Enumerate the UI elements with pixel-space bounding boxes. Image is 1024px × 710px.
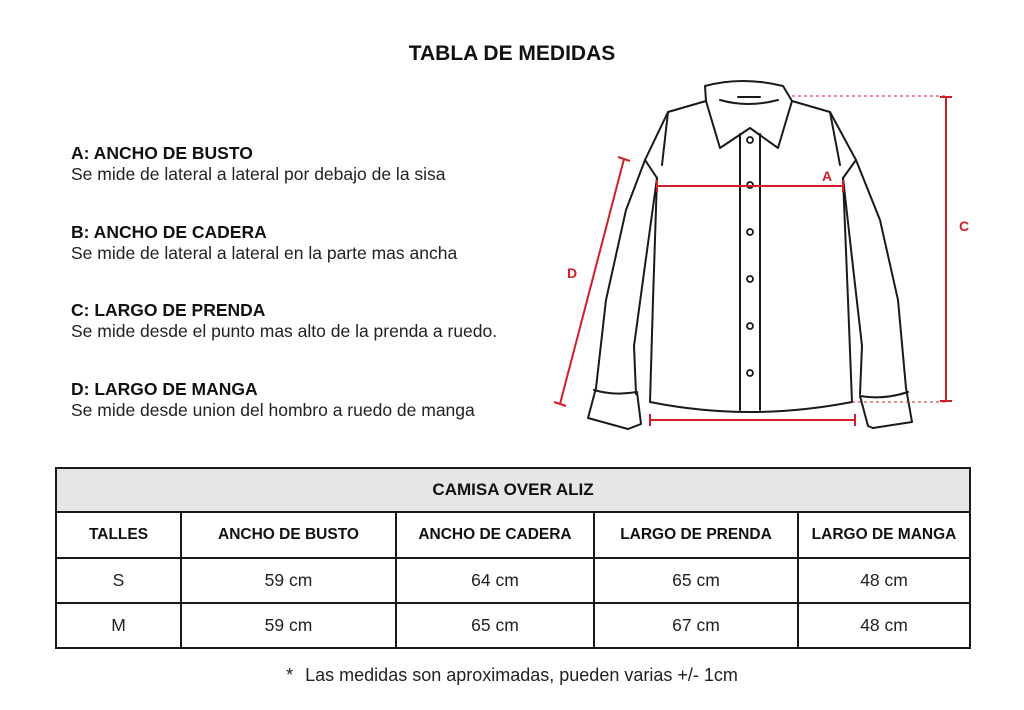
- table-caption-row: [56, 468, 970, 512]
- shirt-diagram: [548, 70, 988, 440]
- column-header: LARGO DE MANGA: [798, 512, 970, 558]
- footnote-text: Las medidas son aproximadas, pueden varias +/- 1cm: [305, 665, 738, 685]
- table-cell: 64 cm: [396, 558, 594, 603]
- definition-a: [71, 143, 446, 185]
- column-header: ANCHO DE CADERA: [396, 512, 594, 558]
- definition-heading: A: ANCHO DE BUSTO: [71, 143, 253, 163]
- table-cell: 48 cm: [798, 558, 970, 603]
- definition-b: [71, 222, 457, 264]
- table-cell: 67 cm: [594, 603, 798, 648]
- definition-d: [71, 379, 475, 421]
- button-icon: [747, 276, 753, 282]
- table-row: [56, 558, 970, 603]
- footnote-asterisk: *: [286, 665, 294, 685]
- shirt-buttons: [747, 137, 753, 376]
- column-header: TALLES: [56, 512, 181, 558]
- size-table: [55, 467, 971, 649]
- definition-text: Se mide de lateral a lateral por debajo de la sisa: [71, 164, 446, 184]
- definition-heading: D: LARGO DE MANGA: [71, 379, 258, 399]
- label-c: C: [959, 218, 970, 234]
- definition-text: Se mide desde union del hombro a ruedo de manga: [71, 400, 475, 420]
- definition-heading: B: ANCHO DE CADERA: [71, 222, 267, 242]
- button-icon: [747, 137, 753, 143]
- table-caption: CAMISA OVER ALIZ: [56, 468, 970, 512]
- definition-c: [71, 300, 497, 342]
- measurement-guides: [792, 96, 946, 402]
- definition-text: Se mide de lateral a lateral en la parte mas ancha: [71, 243, 458, 263]
- table-cell: 65 cm: [594, 558, 798, 603]
- table-header-row: [56, 512, 970, 558]
- sleeve-measure-line: [560, 159, 624, 404]
- table-cell: 59 cm: [181, 603, 396, 648]
- measurement-labels: [567, 168, 969, 281]
- table-cell: 59 cm: [181, 558, 396, 603]
- label-d: D: [567, 265, 578, 281]
- column-header: ANCHO DE BUSTO: [181, 512, 396, 558]
- definition-heading: C: LARGO DE PRENDA: [71, 300, 266, 320]
- footnote: [0, 665, 1024, 686]
- table-cell: 48 cm: [798, 603, 970, 648]
- page-title: TABLA DE MEDIDAS: [408, 42, 616, 65]
- button-icon: [747, 323, 753, 329]
- button-icon: [747, 229, 753, 235]
- definition-text: Se mide desde el punto mas alto de la prenda a ruedo.: [71, 321, 498, 341]
- table-cell: 65 cm: [396, 603, 594, 648]
- column-header: LARGO DE PRENDA: [594, 512, 798, 558]
- button-icon: [747, 370, 753, 376]
- table-row: [56, 603, 970, 648]
- label-a: A: [822, 168, 833, 184]
- table-cell: M: [56, 603, 181, 648]
- table-cell: S: [56, 558, 181, 603]
